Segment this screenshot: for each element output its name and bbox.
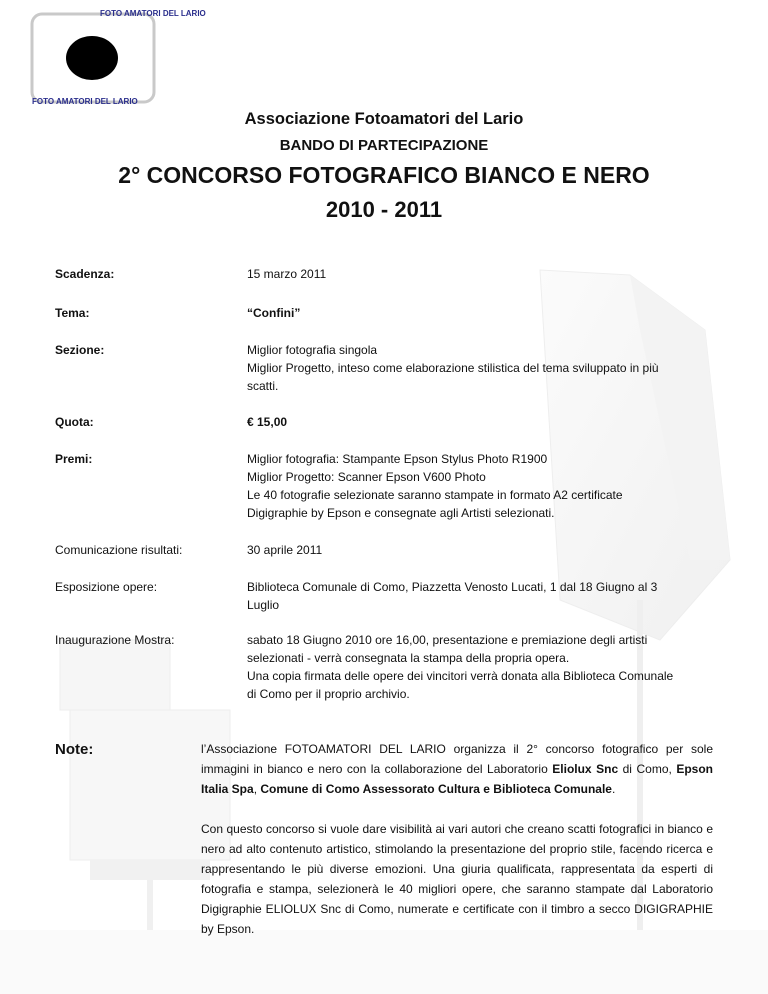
note-bold-comune: Comune di Como Assessorato Cultura e Biblioteca Comunale (260, 782, 612, 796)
tema-value: “Confini” (247, 306, 301, 320)
comunicazione-label: Comunicazione risultati: (55, 543, 183, 557)
comunicazione-value: 30 aprile 2011 (247, 543, 323, 557)
inaugurazione-line: selezionati - verrà consegnata la stampa della propria opera. (247, 651, 570, 665)
logo-ring-text-bottom: FOTO AMATORI DEL LARIO (32, 97, 138, 106)
inaugurazione-value (247, 631, 717, 703)
scadenza-value: 15 marzo 2011 (247, 267, 327, 281)
esposizione-line: Biblioteca Comunale di Como, Piazzetta Venosto Lucati, 1 dal 18 Giugno al 3 (247, 580, 658, 594)
esposizione-line: Luglio (247, 598, 280, 612)
note-text: di Como, (618, 762, 677, 776)
note-text: , (253, 782, 261, 796)
note-paragraph-1 (201, 739, 713, 799)
note-text: l’Associazione FOTOAMATORI DEL LARIO organizza il 2° concorso fotografico per sole immagini in bianco e nero con la collaborazione del Laboratorio (201, 742, 713, 776)
note-paragraph-2: Con questo concorso si vuole dare visibilità ai vari autori che creano scatti fotografici in bianco e nero ad alto contenuto artistico, stimolando la presentazione del proprio stile, facendo ricerca e rappresentando le più diverse emozioni. Una giuria qualificata, rappresentata da esperti di fotografia e stampa, selezionerà le 40 migliori opere, che saranno stampate dal Laboratorio Digigraphie ELIOLUX Snc di Como, numerate e certificate con il timbro a secco DIGIGRAPHIE by Epson. (201, 822, 713, 936)
logo-ring-text-top: FOTO AMATORI DEL LARIO (100, 9, 206, 18)
inaugurazione-label: Inaugurazione Mostra: (55, 633, 175, 647)
esposizione-value (247, 578, 717, 614)
inaugurazione-line: sabato 18 Giugno 2010 ore 16,00, presentazione e premiazione degli artisti (247, 633, 648, 647)
inaugurazione-line: di Como per il proprio archivio. (247, 687, 410, 701)
premi-line: Miglior fotografia: Stampante Epson Stylus Photo R1900 (247, 452, 548, 466)
sezione-line: scatti. (247, 379, 279, 393)
note-bold-epson: Epson Italia Spa (201, 762, 713, 796)
note-label: Note: (55, 741, 94, 758)
quota-label: Quota: (55, 415, 94, 429)
premi-line: Digigraphie by Epson e consegnate agli Artisti selezionati. (247, 506, 555, 520)
bando-heading: BANDO DI PARTECIPAZIONE (279, 137, 489, 154)
sezione-value (247, 341, 717, 395)
sezione-label: Sezione: (55, 343, 105, 357)
club-logo (26, 6, 206, 106)
sezione-line: Miglior fotografia singola (247, 343, 378, 357)
contest-years: 2010 - 2011 (325, 197, 443, 222)
note-bold-eliolux: Eliolux Snc (552, 762, 619, 776)
premi-value (247, 450, 717, 522)
note-text: . (611, 782, 616, 796)
quota-value: € 15,00 (247, 415, 288, 429)
tema-label: Tema: (55, 306, 90, 320)
inaugurazione-line: Una copia firmata delle opere dei vincitori verrà donata alla Biblioteca Comunale (247, 669, 674, 683)
contest-title: 2° CONCORSO FOTOGRAFICO BIANCO E NERO (118, 162, 650, 188)
premi-line: Le 40 fotografie selezionate saranno stampate in formato A2 certificate (247, 488, 623, 502)
sezione-line: Miglior Progetto, inteso come elaborazione stilistica del tema sviluppato in più (247, 361, 659, 375)
association-name: Associazione Fotoamatori del Lario (244, 110, 524, 128)
premi-label: Premi: (55, 452, 93, 466)
scadenza-label: Scadenza: (55, 267, 115, 281)
esposizione-label: Esposizione opere: (55, 580, 158, 594)
premi-line: Miglior Progetto: Scanner Epson V600 Photo (247, 470, 486, 484)
